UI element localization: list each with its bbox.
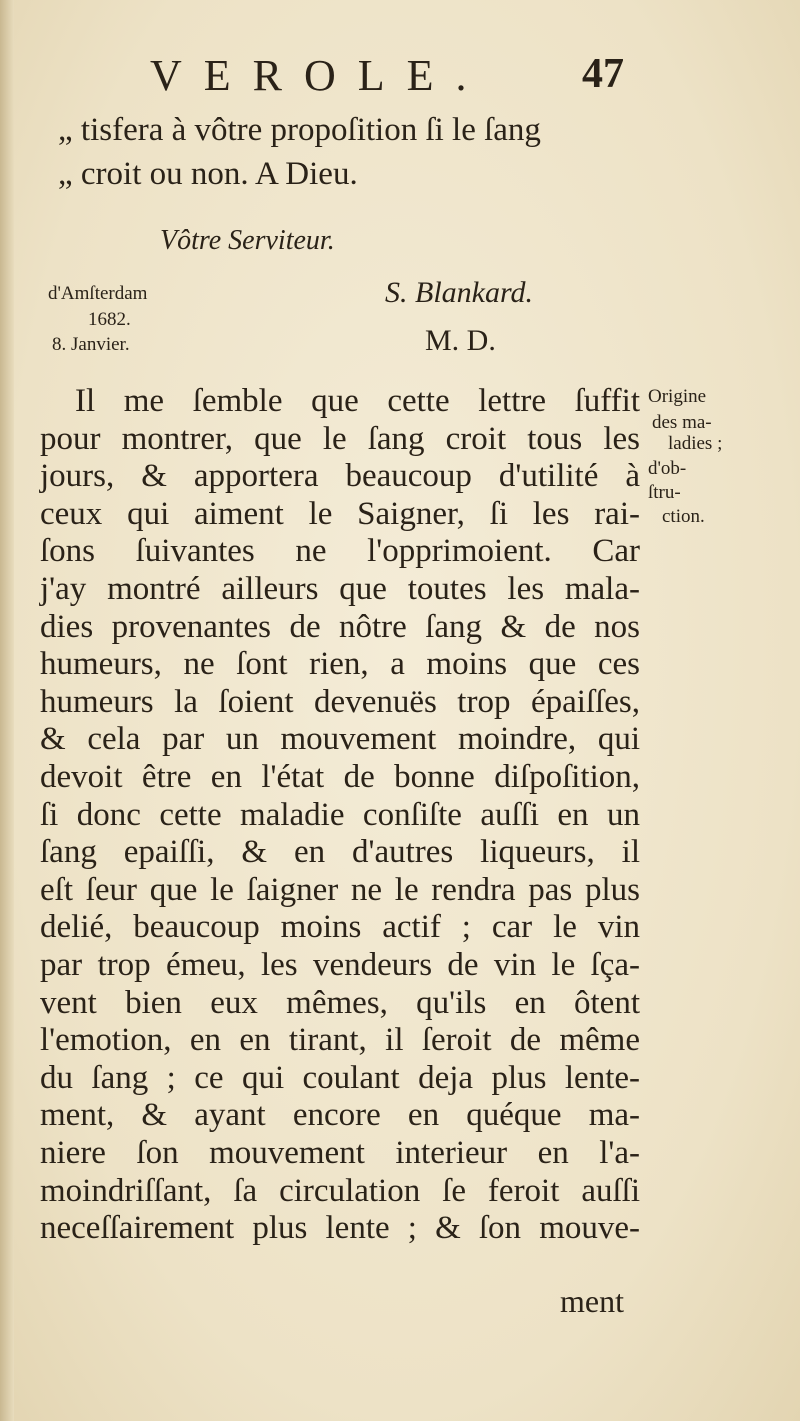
body-line: du ſang ; ce qui coulant deja plus lente- [40,1059,640,1096]
marginal-note-line: ſtru- [648,482,681,503]
body-line: niere ſon mouvement interieur en l'a- [40,1135,640,1171]
marginal-note-line: d'ob- [648,458,687,479]
page-gutter-shadow [0,0,14,1421]
marginal-note-line: des ma- [652,412,712,433]
page-header [150,50,670,100]
page-number: 47 [582,51,624,97]
date: 8. Janvier. [52,334,130,355]
catchword: ment [560,1283,624,1319]
body-line: humeurs, ne ſont rien, a moins que ces [40,646,640,683]
body-line: delié, beaucoup moins actif ; car le vin [40,909,640,946]
place: d'Amſterdam [48,283,148,304]
salutation: Vôtre Serviteur. [160,225,335,256]
body-line: humeurs la ſoient devenuës trop épaiſſes, [40,683,640,720]
marginal-note-line: Origine [648,386,707,407]
body-line: ſons ſuivantes ne l'opprimoient. Car [40,533,640,570]
marginal-note-line: ction. [662,506,705,527]
body-line: jours, & apportera beaucoup d'utilité à [40,458,640,495]
body-line: l'emotion, en en tirant, il ſeroit de même [40,1022,640,1059]
body-line: pour montrer, que le ſang croit tous les [40,420,640,457]
body-line: & cela par un mouvement moindre, qui [40,721,640,758]
signature-name: S. Blankard. [385,276,534,309]
marginal-note-line: ladies ; [668,433,723,454]
body-line: dies provenantes de nôtre ſang & de nos [40,608,640,645]
signature-title: M. D. [425,324,496,357]
body-line: ſang epaiſſi, & en d'autres liqueurs, il [40,834,640,871]
body-line: par trop émeu, les vendeurs de vin le ſça- [40,947,640,983]
body-line: vent bien eux mêmes, qu'ils en ôtent [40,984,640,1021]
body-line: j'ay montré ailleurs que toutes les mala- [40,571,640,607]
body-line: ſi donc cette maladie conſiſte auſſi en un [40,796,640,833]
body-line: devoit être en l'état de bonne diſpoſition, [40,759,640,795]
letter-line-2: „ croit ou non. A Dieu. [58,156,358,192]
body-line: neceſſairement plus lente ; & ſon mouve- [40,1210,640,1247]
body-line: Il me ſemble que cette lettre ſuffit [75,383,640,419]
year: 1682. [88,309,131,330]
running-title: VEROLE. [150,51,489,100]
body-line: moindriſſant, ſa circulation ſe feroit auſſi [40,1172,640,1209]
letter-line-1: „ tisfera à vôtre propoſition ſi le ſang [58,112,541,148]
body-line: ment, & ayant encore en quéque ma- [40,1097,640,1134]
body-line: eſt ſeur que le ſaigner ne le rendra pas plus [40,871,640,908]
body-line: ceux qui aiment le Saigner, ſi les rai- [40,495,640,532]
